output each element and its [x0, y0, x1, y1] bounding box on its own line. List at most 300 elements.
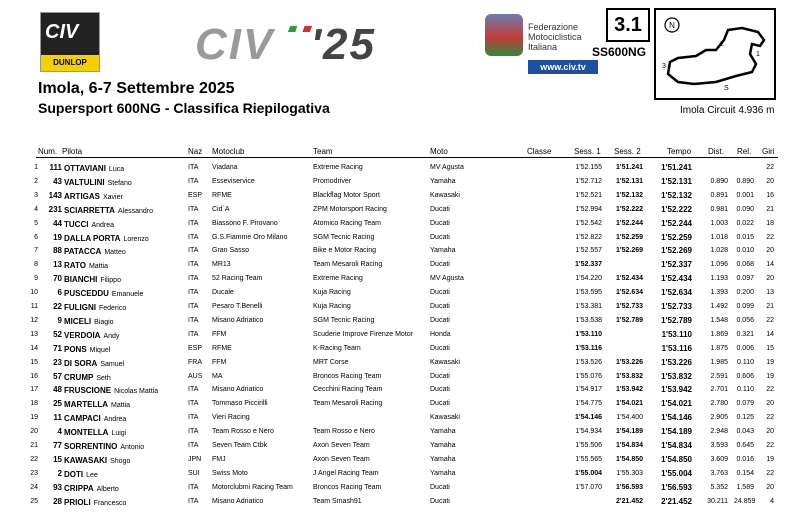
cell-naz: ITA: [188, 247, 199, 255]
cell-pos: 19: [30, 414, 38, 422]
cell-num: 231: [48, 204, 62, 214]
pilota-lastname: TUCCI: [64, 219, 89, 229]
cell-dist: 1.875: [710, 344, 728, 352]
event-title: Imola, 6-7 Settembre 2025: [38, 80, 235, 97]
cell-giri: 20: [766, 400, 774, 408]
cell-club: FFM: [212, 330, 227, 338]
pilota-lastname: FRUSCIONE: [64, 386, 112, 396]
col-moto: Moto: [430, 147, 448, 156]
cell-time: 1'52.733: [661, 302, 692, 311]
cell-pilota: [64, 386, 158, 395]
cell-moto: Ducati: [430, 316, 450, 324]
cell-dist: 1.018: [710, 233, 728, 241]
cell-giri: 18: [766, 219, 774, 227]
cell-s2: 1'52.789: [616, 316, 643, 324]
table-row: [0, 398, 800, 411]
col-giri: Giri: [762, 147, 775, 156]
cell-pilota: [64, 498, 126, 507]
cell-s1: 1'52.542: [575, 219, 602, 227]
brand-year: '25: [310, 20, 376, 69]
cell-rel: 0.645: [736, 442, 754, 449]
track-outline: [668, 28, 764, 84]
cell-time: 1'53.110: [661, 329, 692, 339]
cell-giri: 19: [766, 358, 774, 366]
cell-pos: 12: [30, 316, 38, 324]
cell-time: 1'52.634: [661, 288, 692, 298]
table-row: [0, 440, 800, 453]
table-row: [0, 218, 800, 231]
cell-num: 93: [53, 482, 62, 492]
cell-rel: 0.006: [736, 344, 754, 352]
cell-s1: 1'55.565: [575, 455, 602, 463]
cell-club: RFME: [212, 191, 232, 199]
cell-naz: ITA: [188, 275, 199, 283]
cell-giri: 20: [766, 483, 774, 491]
cell-rel: 1.589: [736, 483, 754, 491]
cell-num: 11: [53, 413, 62, 423]
federation-name: [528, 22, 582, 52]
pilota-firstname: Alessandro: [117, 207, 153, 215]
cell-s2: 1'52.733: [616, 303, 643, 310]
cell-dist: 2.591: [710, 372, 728, 380]
cell-rel: 0.154: [736, 469, 754, 477]
cell-giri: 22: [766, 316, 774, 324]
cell-club: Cid`A: [212, 205, 230, 213]
cell-num: 28: [53, 496, 62, 506]
cell-team: Broncos Racing Team: [313, 372, 382, 380]
cell-pos: 5: [34, 219, 38, 227]
pilota-lastname: MARTELLA: [64, 400, 108, 410]
cell-club: G.S.Fiamme Oro Milano: [212, 233, 288, 241]
cell-giri: 19: [766, 372, 774, 380]
pilota-lastname: OTTAVIANI: [64, 164, 106, 173]
cell-s1: 1'54.917: [575, 386, 602, 394]
cell-naz: ITA: [188, 205, 199, 213]
pilota-lastname: PUSCEDDU: [64, 289, 109, 299]
cell-rel: 0.200: [736, 289, 754, 297]
cell-num: 71: [53, 343, 62, 353]
cell-pilota: [64, 414, 126, 423]
cell-rel: 0.010: [736, 247, 754, 255]
cell-pilota: [64, 206, 153, 215]
col-classe: Classe: [527, 147, 552, 156]
pilota-lastname: MONTELLA: [64, 428, 109, 438]
cell-s1: 1'53.538: [575, 316, 602, 324]
pilota-lastname: MICELI: [64, 316, 92, 326]
cell-time: 1'53.942: [661, 385, 692, 395]
cell-num: 13: [53, 260, 62, 270]
cell-moto: Ducati: [430, 219, 450, 227]
cell-pilota: [64, 303, 126, 312]
cell-pilota: [64, 470, 98, 479]
cell-naz: ITA: [188, 289, 199, 297]
cell-giri: 20: [766, 275, 774, 283]
pilota-firstname: Mattia: [111, 402, 131, 410]
cell-moto: Ducati: [430, 483, 450, 491]
cell-time: 1'54.146: [661, 413, 692, 423]
pilota-lastname: VERDOIA: [64, 330, 101, 340]
pilota-firstname: Miquel: [89, 346, 111, 354]
cell-giri: 20: [766, 247, 774, 255]
pilota-lastname: RATO: [64, 261, 86, 271]
cell-pilota: [64, 331, 119, 340]
cell-dist: 1.492: [710, 303, 728, 310]
cell-num: 2: [57, 468, 62, 478]
cell-s2: 1'52.269: [616, 247, 643, 255]
pilota-firstname: Luca: [108, 166, 125, 173]
cell-num: 70: [53, 274, 62, 284]
cell-num: 52: [53, 329, 62, 339]
cell-giri: 22: [766, 469, 774, 477]
pilota-lastname: CRUMP: [64, 372, 94, 382]
table-row: [0, 343, 800, 356]
cell-s2: 1'53.226: [616, 358, 643, 366]
pilota-lastname: CRIPPA: [64, 483, 94, 493]
cell-s1: 1'54.934: [575, 428, 602, 436]
cell-pos: 1: [34, 164, 38, 171]
col-motoclub: Motoclub: [212, 147, 245, 156]
cell-giri: 22: [766, 233, 774, 241]
cell-giri: 19: [766, 455, 774, 463]
cell-num: 88: [53, 246, 62, 256]
pilota-firstname: Alberto: [96, 485, 119, 493]
cell-team: ZPM Motorsport Racing: [313, 205, 387, 213]
cell-naz: ITA: [188, 483, 199, 491]
cell-s2: 1'52.634: [616, 289, 643, 297]
col-sess2: Sess. 2: [614, 147, 641, 156]
cell-moto: Ducati: [430, 400, 450, 408]
cell-time: 1'52.789: [661, 315, 692, 325]
cell-pilota: [64, 247, 126, 256]
cell-s2: 1'52.434: [616, 275, 643, 283]
cell-rel: 0.110: [737, 358, 754, 366]
sector-label: 1: [756, 51, 760, 58]
cell-s1: 1'54.146: [575, 414, 602, 422]
cell-s2: 1'55.303: [616, 469, 643, 477]
col-rel: Rel.: [737, 147, 752, 156]
cell-team: Kuja Racing: [313, 289, 351, 297]
cell-giri: 22: [766, 386, 774, 394]
cell-s1: 1'52.155: [575, 164, 602, 171]
cell-team: Axon Seven Team: [313, 455, 370, 463]
cell-pos: 20: [30, 428, 38, 436]
federation-line: Federazione: [528, 22, 579, 32]
cell-naz: ITA: [188, 261, 199, 269]
cell-time: 1'52.434: [661, 274, 692, 284]
cell-rel: 0.015: [736, 233, 754, 241]
cell-s2: 1'52.259: [616, 233, 643, 241]
cell-time: 1'54.189: [661, 427, 692, 437]
cell-team: Promodriver: [313, 177, 352, 185]
table-row: [0, 426, 800, 439]
cell-naz: AUS: [188, 372, 203, 380]
brand-title: [195, 20, 376, 70]
cell-pos: 6: [34, 233, 38, 241]
col-team: Team: [313, 147, 333, 156]
cell-team: Cecchini Racing Team: [313, 386, 383, 394]
cell-team: Scuderie Improve Firenze Motor: [313, 330, 413, 338]
cell-moto: Yamaha: [430, 469, 456, 477]
cell-num: 4: [57, 427, 62, 437]
cell-pilota: [64, 164, 124, 173]
cell-pos: 8: [34, 261, 38, 269]
pilota-firstname: Antonio: [120, 444, 145, 451]
table-row: [0, 371, 800, 384]
cell-s2: 1'54.189: [616, 428, 643, 436]
cell-pos: 14: [30, 344, 38, 352]
pilota-lastname: DOTI: [64, 469, 84, 479]
cell-moto: Ducati: [430, 497, 450, 505]
cell-moto: Ducati: [430, 289, 450, 297]
cell-team: SGM Tecnic Racing: [313, 316, 375, 324]
cell-pos: 21: [30, 442, 38, 449]
cell-club: Tommaso Piccirilli: [212, 400, 268, 408]
website-link[interactable]: www.civ.tv: [528, 60, 598, 74]
cell-club: Misano Adriatico: [212, 386, 264, 394]
cell-s1: 1'52.521: [575, 191, 602, 199]
federation-line: Italiana: [528, 42, 558, 52]
cell-naz: SUI: [188, 469, 200, 477]
cell-moto: Ducati: [430, 303, 450, 310]
cell-moto: Yamaha: [430, 177, 456, 185]
cell-num: 23: [53, 357, 62, 367]
cell-team: K-Racing Team: [313, 344, 361, 352]
cell-num: 15: [53, 454, 62, 464]
table-row: [0, 329, 800, 342]
cell-pos: 18: [30, 400, 38, 408]
cell-dist: 2.948: [710, 428, 728, 436]
cell-time: 1'52.132: [661, 190, 692, 200]
cell-pilota: [64, 359, 124, 368]
pilota-firstname: Shogo: [110, 457, 131, 465]
cell-pilota: [64, 234, 149, 243]
cell-giri: 21: [766, 205, 774, 213]
cell-team: Team Mesaroli Racing: [313, 400, 383, 408]
cell-moto: Yamaha: [430, 442, 456, 449]
cell-giri: 22: [766, 164, 774, 171]
track-map: [654, 8, 776, 100]
pilota-lastname: CAMPACI: [64, 414, 101, 424]
pilota-firstname: Seth: [96, 374, 111, 382]
cell-s1: 1'55.004: [575, 469, 602, 477]
cell-s1: 1'52.557: [575, 247, 602, 255]
cell-club: Ducale: [212, 289, 234, 297]
cell-time: 1'52.259: [661, 232, 692, 242]
cell-team: J Angel Racing Team: [313, 469, 379, 477]
cell-team: Atomico Racing Team: [313, 219, 381, 227]
compass-label: N: [669, 21, 675, 30]
cell-giri: 4: [770, 497, 774, 505]
cell-club: MR13: [212, 261, 231, 269]
cell-naz: ITA: [188, 316, 199, 324]
cell-time: 1'54.850: [661, 454, 692, 464]
cell-dist: 3.763: [710, 469, 728, 477]
cell-club: Esseviservice: [212, 177, 255, 185]
cell-club: Team Rosso e Nero: [212, 428, 274, 436]
header-divider: [36, 157, 778, 158]
cell-rel: 0.890: [736, 177, 754, 185]
pilota-firstname: Filippo: [100, 277, 121, 285]
cell-num: 77: [53, 441, 62, 450]
cell-naz: ITA: [188, 219, 199, 227]
cell-team: Team Mesaroli Racing: [313, 261, 383, 269]
cell-dist: 2.780: [710, 400, 728, 408]
cell-dist: 2.701: [710, 386, 728, 394]
cell-num: 44: [53, 218, 62, 228]
cell-moto: Ducati: [430, 386, 450, 394]
cell-naz: ITA: [188, 400, 199, 408]
cell-rel: 0.090: [736, 205, 754, 213]
cell-club: Pesaro T.Benelli: [212, 303, 263, 310]
col-dist: Dist.: [708, 147, 724, 156]
cell-moto: Ducati: [430, 205, 450, 213]
cell-club: MA: [212, 372, 223, 380]
cell-pilota: [64, 456, 130, 465]
cell-pilota: [64, 275, 121, 284]
cell-num: 43: [53, 176, 62, 186]
cell-pos: 4: [34, 205, 38, 213]
cell-rel: 0.110: [737, 386, 754, 394]
cell-s1: 1'52.994: [575, 205, 602, 213]
cell-rel: 0.043: [736, 428, 754, 436]
table-row: [0, 468, 800, 481]
pilota-firstname: Andy: [103, 332, 120, 340]
cell-giri: 22: [766, 442, 774, 449]
pilota-firstname: Lee: [86, 471, 98, 479]
cell-num: 25: [53, 399, 62, 409]
cell-s2: 1'52.222: [616, 205, 643, 213]
table-row: [0, 190, 800, 203]
table-row: [0, 301, 800, 314]
pilota-lastname: VALTULINI: [64, 177, 105, 187]
cell-s1: 1'53.381: [575, 303, 602, 310]
cell-time: 1'52.269: [661, 246, 692, 256]
cell-team: Broncos Racing Team: [313, 483, 382, 491]
cell-s2: 1'53.832: [616, 372, 643, 380]
cell-pilota: [64, 178, 132, 187]
cell-s1: 1'55.506: [575, 442, 602, 449]
cell-rel: 0.606: [736, 372, 754, 380]
pilota-firstname: Matteo: [104, 249, 126, 257]
pilota-lastname: DI SORA: [64, 358, 98, 368]
cell-club: Biassono F. Pirovano: [212, 219, 278, 227]
cell-s2: 1'54.021: [616, 400, 643, 408]
cell-pos: 15: [30, 358, 38, 366]
table-row: [0, 315, 800, 328]
cell-num: 48: [53, 385, 62, 395]
pilota-firstname: Andrea: [91, 221, 115, 229]
cell-pilota: [64, 400, 130, 409]
table-row: [0, 357, 800, 370]
table-row: [0, 273, 800, 286]
cell-time: 1'56.593: [661, 482, 692, 492]
cell-s1: 1'53.526: [575, 358, 602, 366]
cell-time: 1'52.222: [661, 204, 692, 214]
cell-num: 111: [49, 163, 62, 172]
pilota-firstname: Luigi: [111, 430, 127, 438]
cell-naz: ITA: [188, 303, 199, 310]
cell-pilota: [64, 261, 108, 270]
cell-naz: ITA: [188, 164, 199, 171]
track-map-svg: [656, 10, 774, 98]
cell-naz: ITA: [188, 177, 199, 185]
cell-club: Misano Adriatico: [212, 497, 264, 505]
cell-num: 9: [57, 315, 62, 325]
cell-pos: 10: [30, 289, 38, 297]
pilota-lastname: SCIARRETTA: [64, 205, 115, 215]
cell-pos: 13: [30, 330, 38, 338]
cell-pos: 16: [30, 372, 38, 380]
table-row: [0, 482, 800, 495]
logo-text: CIV: [45, 21, 79, 43]
cell-dist: 2.905: [710, 414, 728, 422]
cell-naz: ITA: [188, 414, 199, 422]
cell-moto: Honda: [430, 330, 451, 338]
cell-dist: 1.869: [710, 330, 728, 338]
cell-dist: 0.981: [710, 205, 728, 213]
circuit-caption: Imola Circuit 4.936 m: [680, 105, 775, 116]
cell-s2: 1'51.241: [616, 164, 643, 171]
cell-naz: ITA: [188, 497, 199, 505]
pilota-lastname: ARTIGAS: [64, 191, 100, 201]
cell-s1: 1'55.076: [575, 372, 602, 380]
pilota-firstname: Nicolas Mattia: [114, 388, 159, 396]
sector-label: 3: [662, 63, 666, 70]
cell-pos: 3: [34, 191, 38, 199]
cell-giri: 22: [766, 414, 774, 422]
brand-title-text: CIV: [195, 20, 275, 69]
cell-time: 1'53.116: [661, 343, 692, 353]
cell-club: Vieri Racing: [212, 414, 250, 422]
cell-moto: Kawasaki: [430, 358, 460, 366]
cell-dist: 1.393: [710, 289, 728, 297]
cell-s1: 1'53.116: [575, 344, 602, 352]
cell-dist: 1.193: [710, 275, 728, 283]
table-row: [0, 162, 800, 175]
cell-pilota: [64, 317, 114, 326]
pilota-lastname: SORRENTINO: [64, 442, 118, 451]
pilota-firstname: Francesco: [93, 499, 127, 507]
cell-naz: ITA: [188, 233, 199, 241]
cell-pos: 2: [34, 177, 38, 185]
cell-giri: 14: [766, 330, 774, 338]
cell-s2: 1'56.593: [616, 483, 643, 491]
pilota-lastname: PRIOLI: [64, 497, 91, 507]
pilota-firstname: Lorenzo: [123, 235, 149, 243]
cell-team: Extreme Racing: [313, 164, 363, 171]
cell-s1: 1'54.220: [575, 275, 602, 283]
cell-rel: 0.016: [736, 455, 754, 463]
cell-s2: 1'54.850: [616, 455, 643, 463]
table-row: [0, 245, 800, 258]
cell-dist: 0.891: [710, 191, 728, 199]
cell-time: 1'52.131: [661, 176, 692, 186]
cell-dist: 1.096: [710, 261, 728, 269]
cell-rel: 0.068: [736, 261, 754, 269]
cell-rel: 0.022: [736, 219, 754, 227]
cell-num: 6: [57, 288, 62, 298]
table-row: [0, 259, 800, 272]
cell-rel: 0.125: [736, 414, 754, 422]
pilota-firstname: Federico: [99, 305, 127, 312]
cell-num: 22: [53, 302, 62, 311]
cell-pilota: [64, 289, 143, 298]
cell-club: Motorclubmi Racing Team: [212, 483, 293, 491]
col-tempo: Tempo: [667, 147, 692, 156]
cell-naz: ITA: [188, 386, 199, 394]
cell-time: 1'53.832: [661, 371, 692, 381]
cell-moto: MV Agusta: [430, 275, 464, 283]
